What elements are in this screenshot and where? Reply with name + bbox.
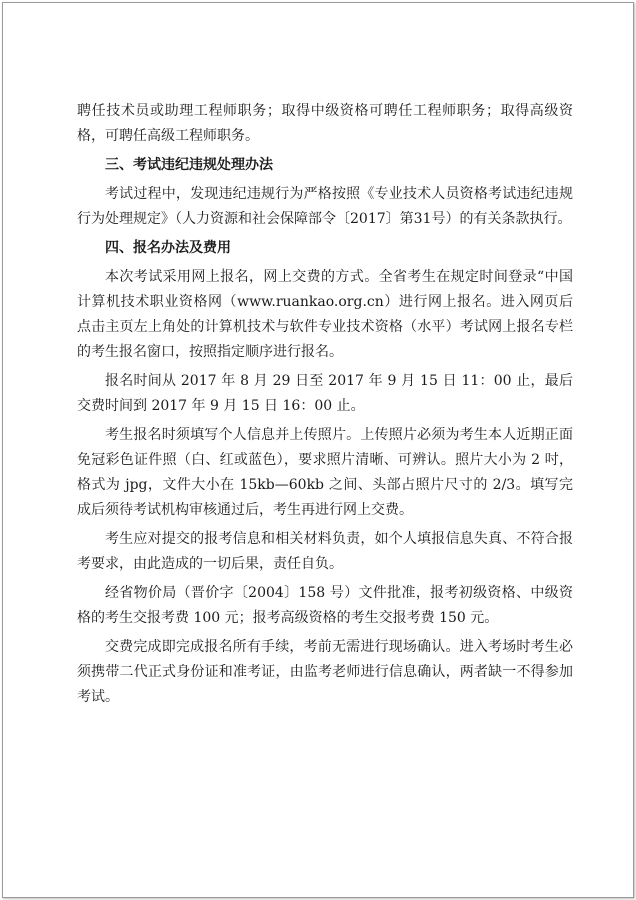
paragraph-applicant-responsibility: 考生应对提交的报考信息和相关材料负责，如个人填报信息失真、不符合报考要求，由此造成的一切后果，责任自负。 xyxy=(77,531,573,572)
paragraph-job-titles: 聘任技术员或助理工程师职务；取得中级资格可聘任工程师职务；取得高级资格，可聘任高级工程师职务。 xyxy=(77,103,573,144)
paragraph-exam-admission: 交费完成即完成报名所有手续，考前无需进行现场确认。进入考场时考生必须携带二代正式身份证和准考证，由监考老师进行信息确认，两者缺一不得参加考试。 xyxy=(77,639,573,705)
document-body xyxy=(77,99,573,714)
section-heading-registration: 四、报名办法及费用 xyxy=(105,240,231,256)
paragraph-registration-time: 报名时间从 2017 年 8 月 29 日至 2017 年 9 月 15 日 11：00 止，最后交费时间到 2017 年 9 月 15 日 16：00 止。 xyxy=(77,373,573,414)
document-page xyxy=(2,2,634,898)
paragraph-violation-rules: 考试过程中，发现违纪违规行为严格按照《专业技术人员资格考试违纪违规行为处理规定》（人力资源和社会保障部令〔2017〕第31号）的有关条款执行。 xyxy=(77,186,573,227)
paragraph-online-registration: 本次考试采用网上报名，网上交费的方式。全省考生在规定时间登录“中国计算机技术职业资格网（www.ruankao.org.cn）进行网上报名。进入网页后点击主页左上角处的计算机技术与软件专业技术资格（水平）考试网上报名专栏的考生报名窗口，按照指定顺序进行报名。 xyxy=(77,269,573,360)
paragraph-photo-requirements: 考生报名时须填写个人信息并上传照片。上传照片必须为考生本人近期正面免冠彩色证件照（白、红或蓝色），要求照片清晰、可辨认。照片大小为 2 吋，格式为 jpg，文件大小在 15kb—60kb 之间、头部占照片尺寸的 2/3。填写完成后须待考试机构审核通过后，考生再进行网上交费。 xyxy=(77,427,573,518)
section-heading-violations: 三、考试违纪违规处理办法 xyxy=(105,157,273,173)
paragraph-exam-fees: 经省物价局（晋价字〔2004〕158 号）文件批准，报考初级资格、中级资格的考生交报考费 100 元；报考高级资格的考生交报考费 150 元。 xyxy=(77,585,573,626)
